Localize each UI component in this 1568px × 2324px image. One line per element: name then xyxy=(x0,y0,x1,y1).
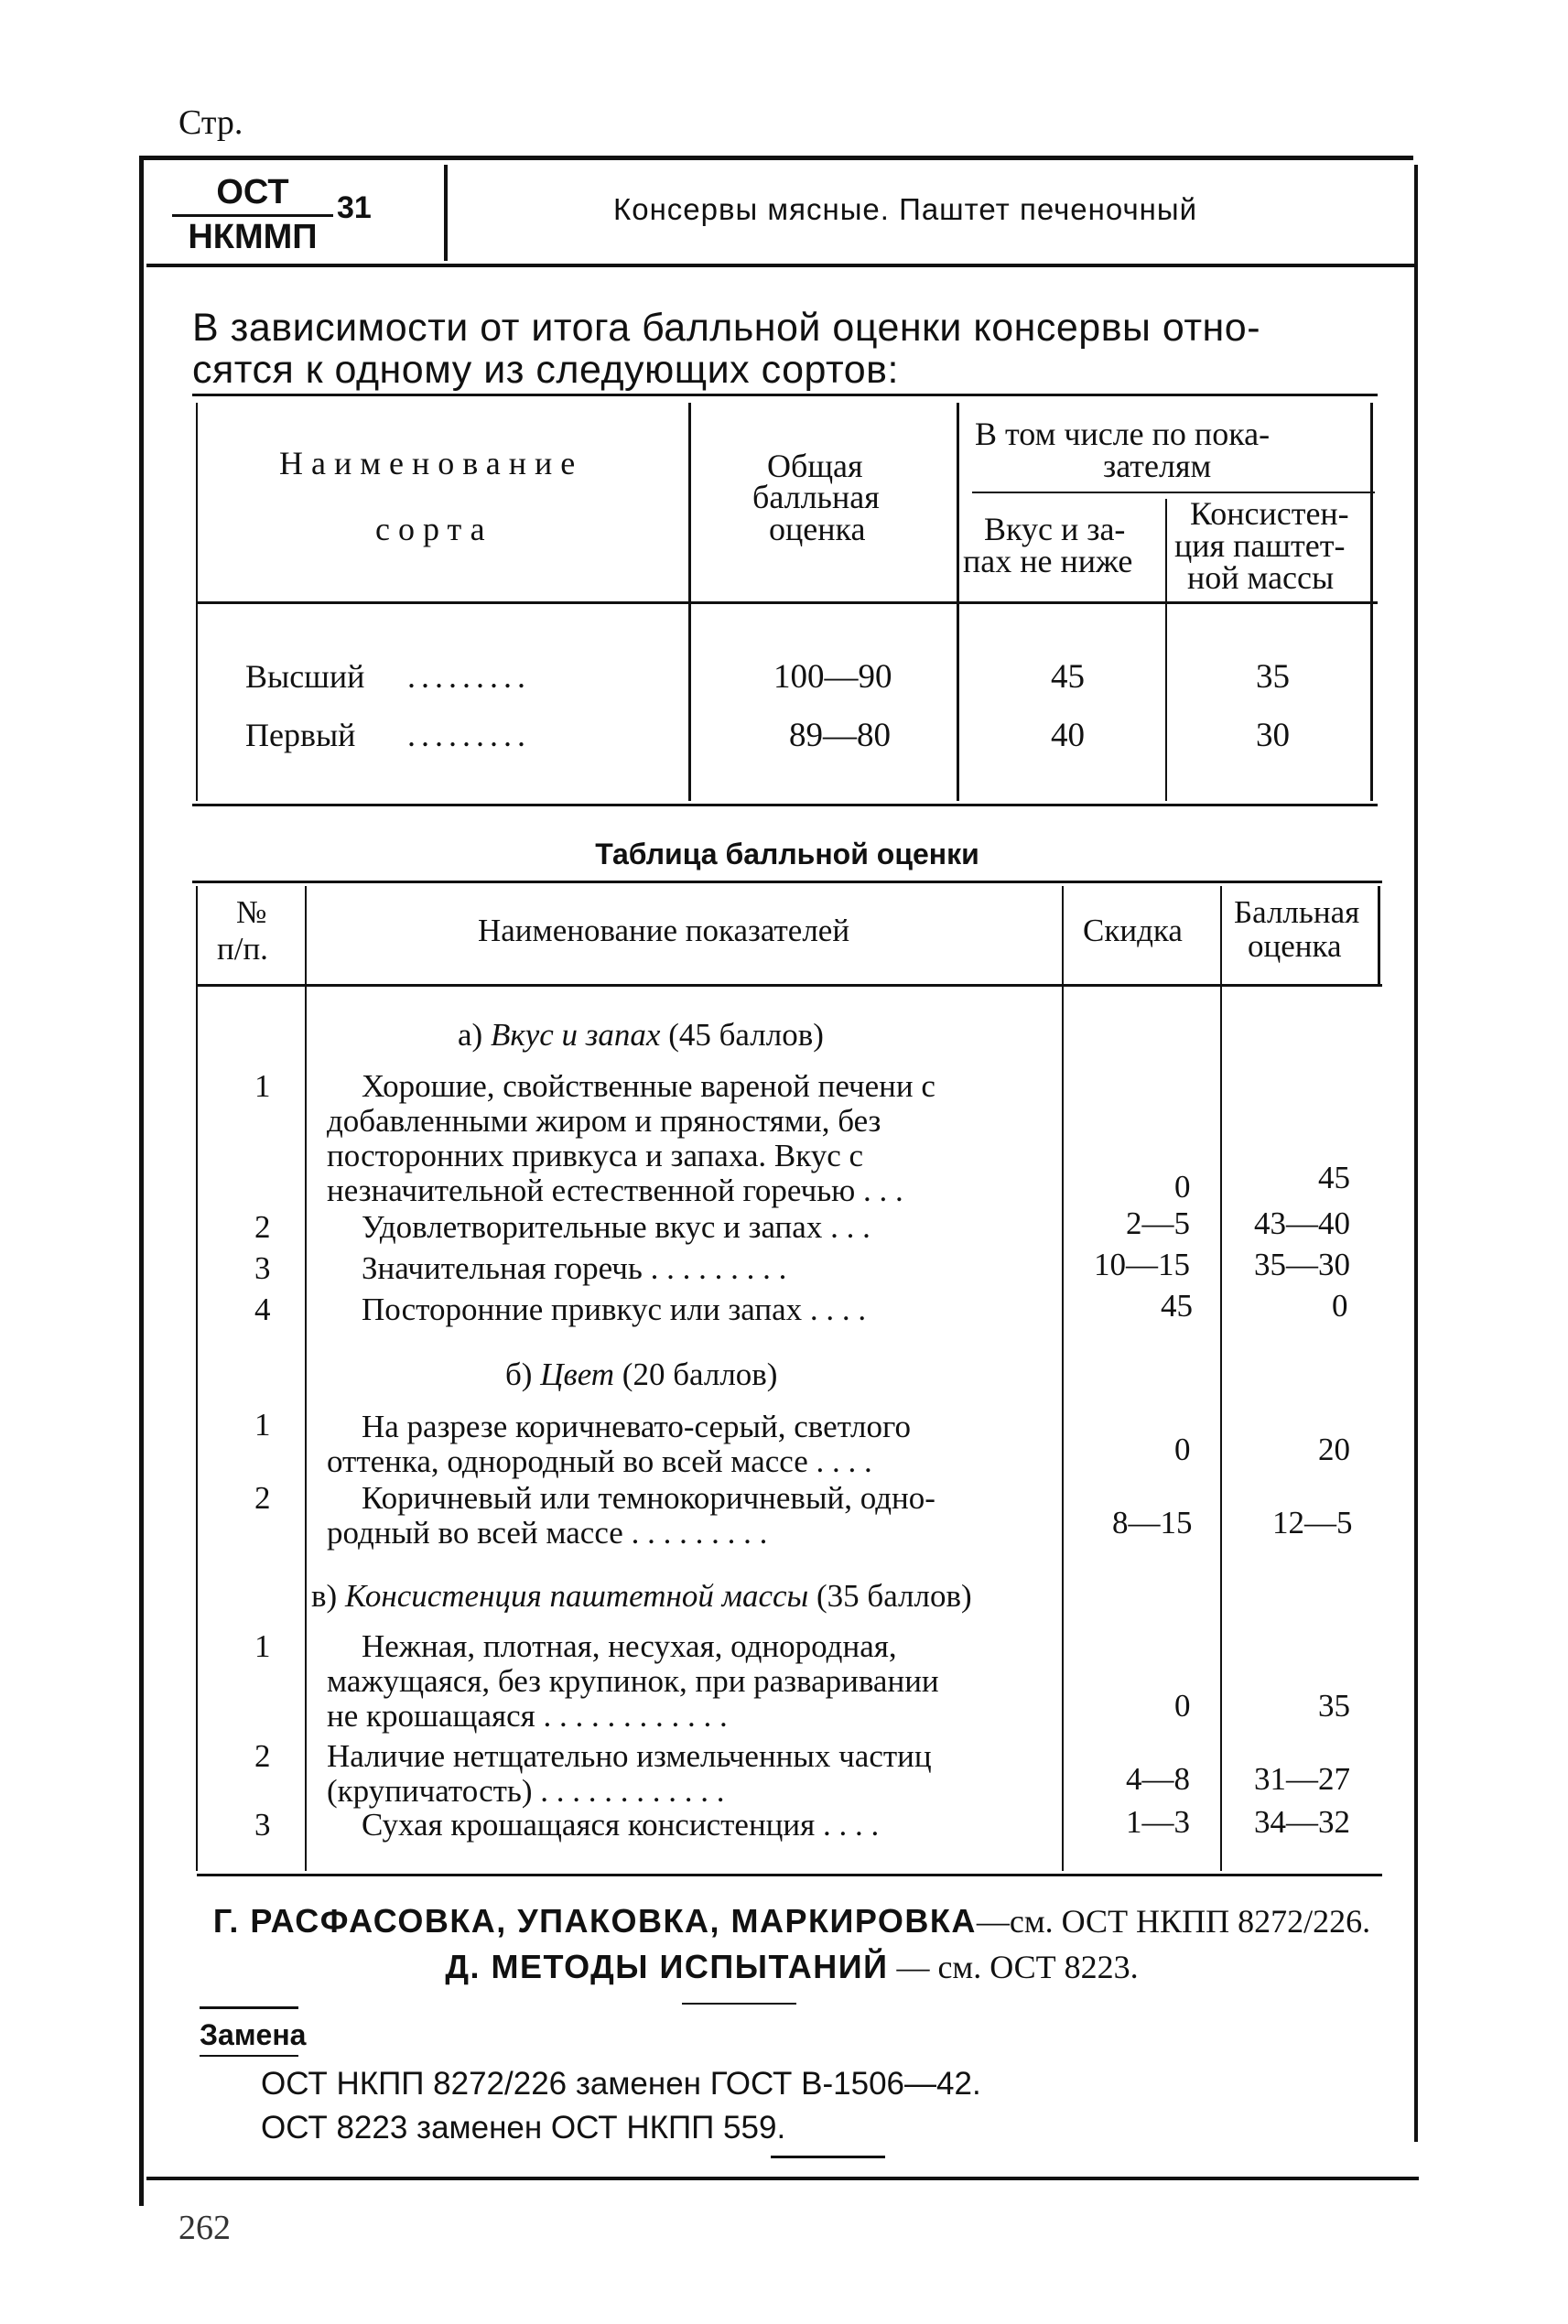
text-line: не крошащаяся . . . . . . . . . . . . xyxy=(327,1698,728,1734)
head-discount: Скидка xyxy=(1083,913,1183,948)
frame-right-rule xyxy=(1414,165,1418,2142)
document-title: Консервы мясные. Паштет печеночный xyxy=(613,192,1198,226)
methods-ref: — см. ОСТ 8223. xyxy=(896,1949,1139,1985)
score-value: 34—32 xyxy=(1254,1804,1350,1840)
replace-bottom-rule xyxy=(200,2055,298,2057)
section-prefix: в) xyxy=(311,1578,338,1614)
section-heading xyxy=(311,1579,972,1614)
score-value: 31—27 xyxy=(1254,1761,1350,1797)
intro-paragraph xyxy=(192,307,1382,391)
section-name: Вкус и запах xyxy=(490,1017,661,1053)
methods-heading: Д. МЕТОДЫ ИСПЫТАНИЙ xyxy=(445,1948,889,1985)
frame-bottom-rule xyxy=(146,2177,1419,2180)
head-taste-2: пах не ниже xyxy=(963,543,1133,579)
grade-col-line-3 xyxy=(957,403,959,801)
head-total-1: Общая xyxy=(767,448,863,484)
section-name: Цвет xyxy=(540,1357,615,1392)
row-number: 2 xyxy=(254,1209,271,1245)
discount-value: 8—15 xyxy=(1112,1505,1193,1540)
text-line: Наличие нетщательно измельченных частиц xyxy=(327,1738,932,1774)
section-heading xyxy=(458,1018,824,1053)
row-text: Значительная горечь . . . . . . . . . xyxy=(362,1250,787,1286)
text-line: (крупичатость) . . . . . . . . . . . . xyxy=(327,1773,725,1809)
grade-total: 100—90 xyxy=(773,658,892,696)
head-cons-1: Консистен- xyxy=(1190,495,1349,532)
head-taste-1: Вкус и за- xyxy=(984,511,1126,547)
head-cons-3: ной массы xyxy=(1187,559,1335,596)
packaging-reference xyxy=(197,1902,1387,1940)
ministry-label: НКММП xyxy=(188,218,318,256)
score-value: 12—5 xyxy=(1272,1505,1353,1540)
grade-table-bottom-rule xyxy=(192,804,1378,806)
text-line: незначительной естественной горечью . . . xyxy=(327,1173,903,1208)
section-prefix: а) xyxy=(458,1017,483,1053)
head-grade-name-1: Наименование xyxy=(279,445,584,481)
grade-table-head-rule xyxy=(197,601,1378,604)
grade-col-line-5 xyxy=(1370,403,1373,801)
row-text xyxy=(327,1739,1036,1809)
page-label: Стр. xyxy=(178,103,243,142)
grade-table-top-rule xyxy=(192,394,1378,396)
discount-value: 0 xyxy=(1174,1169,1191,1205)
row-text xyxy=(327,1629,1036,1734)
row-text xyxy=(327,1410,1036,1479)
replacement-heading: Замена xyxy=(200,2018,307,2051)
grade-col-line-2 xyxy=(688,403,691,801)
grade-total: 89—80 xyxy=(789,717,891,754)
header-divider xyxy=(444,165,448,261)
grade-taste: 45 xyxy=(1051,658,1085,696)
packaging-heading: Г. РАСФАСОВКА, УПАКОВКА, МАРКИРОВКА xyxy=(212,1902,977,1940)
row-text: Сухая крошащаяся консистенция . . . . xyxy=(362,1807,880,1843)
score-table-head-rule xyxy=(197,984,1382,987)
score-value: 43—40 xyxy=(1254,1205,1350,1241)
methods-reference xyxy=(197,1948,1387,1986)
score-table-title: Таблица балльной оценки xyxy=(595,838,979,870)
head-cons-2: ция паштет- xyxy=(1174,527,1346,564)
grade-cons: 30 xyxy=(1256,717,1290,754)
grade-name: Первый xyxy=(245,717,356,753)
text-line: Хорошие, свойственные вареной печени с xyxy=(362,1068,935,1104)
head-total-2: балльная xyxy=(752,479,880,515)
row-number: 1 xyxy=(254,1068,271,1104)
row-text: Удовлетворительные вкус и запах . . . xyxy=(362,1209,871,1245)
score-table-top-rule xyxy=(192,881,1382,883)
row-number: 2 xyxy=(254,1480,271,1516)
row-text xyxy=(327,1481,1036,1551)
discount-value: 0 xyxy=(1174,1688,1191,1724)
section-prefix: б) xyxy=(505,1357,533,1392)
frame-top-rule xyxy=(139,156,1413,160)
head-indicator-name: Наименование показателей xyxy=(478,913,850,948)
score-col-line-5 xyxy=(1378,886,1380,987)
head-score-2: оценка xyxy=(1248,928,1342,964)
score-value: 35—30 xyxy=(1254,1247,1350,1282)
row-number: 3 xyxy=(254,1250,271,1286)
head-total-3: оценка xyxy=(769,511,866,547)
row-number: 1 xyxy=(254,1407,271,1443)
row-text xyxy=(327,1069,1036,1208)
ost-code xyxy=(172,172,333,257)
row-number: 4 xyxy=(254,1292,271,1327)
row-number: 3 xyxy=(254,1807,271,1843)
separator-rule xyxy=(771,2156,885,2158)
discount-value: 2—5 xyxy=(1126,1205,1190,1241)
intro-line-1: В зависимости от итога балльной оценки консервы отно- xyxy=(192,306,1261,350)
intro-line-2: сятся к одному из следующих сортов: xyxy=(192,348,899,392)
text-line: добавленными жиром и пряностями, без xyxy=(327,1103,881,1139)
grade-col-line-4 xyxy=(1165,499,1167,801)
section-points: (45 баллов) xyxy=(668,1017,824,1053)
score-value: 20 xyxy=(1318,1432,1350,1467)
score-value: 45 xyxy=(1318,1160,1350,1195)
head-incl-2: зателям xyxy=(1103,448,1212,484)
score-table-bottom-rule xyxy=(197,1874,1382,1876)
head-score-1: Балльная xyxy=(1234,894,1360,930)
score-value: 0 xyxy=(1332,1288,1348,1324)
text-line: На разрезе коричневато-серый, светлого xyxy=(362,1409,912,1444)
text-line: Нежная, плотная, несухая, однородная, xyxy=(362,1628,897,1664)
row-number: 2 xyxy=(254,1738,271,1774)
text-line: Коричневый или темнокоричневый, одно- xyxy=(362,1480,935,1516)
head-no-1: № xyxy=(236,894,267,930)
discount-value: 1—3 xyxy=(1126,1804,1190,1840)
head-no-2: п/п. xyxy=(217,931,268,967)
discount-value: 0 xyxy=(1174,1432,1191,1467)
grade-incl-rule xyxy=(972,492,1375,493)
text-line: родный во всей массе . . . . . . . . . xyxy=(327,1515,768,1551)
score-col-line-1 xyxy=(196,886,198,1871)
discount-value: 4—8 xyxy=(1126,1761,1190,1797)
grade-cons: 35 xyxy=(1256,658,1290,696)
ost-label: ОСТ xyxy=(172,172,333,217)
score-col-line-3 xyxy=(1062,886,1064,1871)
section-points: (20 баллов) xyxy=(622,1357,778,1392)
text-line: мажущаяся, без крупинок, при разваривании xyxy=(327,1663,939,1699)
leader-dots: ......... xyxy=(407,717,531,753)
page-number: 262 xyxy=(178,2209,231,2247)
frame-left-rule xyxy=(139,156,144,2206)
section-heading xyxy=(505,1357,777,1392)
separator-rule xyxy=(682,2003,796,2005)
header-bottom-rule xyxy=(146,264,1414,267)
text-line: оттенка, однородный во всей массе . . . . xyxy=(327,1443,872,1479)
section-points: (35 баллов) xyxy=(816,1578,972,1614)
row-number: 1 xyxy=(254,1628,271,1664)
row-text: Посторонние привкус или запах . . . . xyxy=(362,1292,867,1327)
grade-col-line-1 xyxy=(196,403,198,801)
score-col-line-2 xyxy=(305,886,307,1871)
packaging-ref: —см. ОСТ НКПП 8272/226. xyxy=(976,1903,1371,1940)
replacement-line-1: ОСТ НКПП 8272/226 заменен ГОСТ В-1506—42. xyxy=(261,2066,981,2102)
replace-top-rule xyxy=(200,2006,298,2009)
head-grade-name-2: сорта xyxy=(375,511,493,547)
replacement-line-2: ОСТ 8223 заменен ОСТ НКПП 559. xyxy=(261,2110,786,2146)
head-incl-1: В том числе по пока- xyxy=(975,416,1271,452)
discount-value: 45 xyxy=(1161,1288,1193,1324)
text-line: посторонних привкуса и запаха. Вкус с xyxy=(327,1138,864,1173)
score-value: 35 xyxy=(1318,1688,1350,1724)
discount-value: 10—15 xyxy=(1094,1247,1190,1282)
ost-number: 31 xyxy=(337,190,372,225)
grade-taste: 40 xyxy=(1051,717,1085,754)
leader-dots: ......... xyxy=(407,658,531,695)
score-col-line-4 xyxy=(1220,886,1222,1871)
section-name: Консистенция паштетной массы xyxy=(344,1578,809,1614)
grade-name: Высший xyxy=(245,658,365,695)
